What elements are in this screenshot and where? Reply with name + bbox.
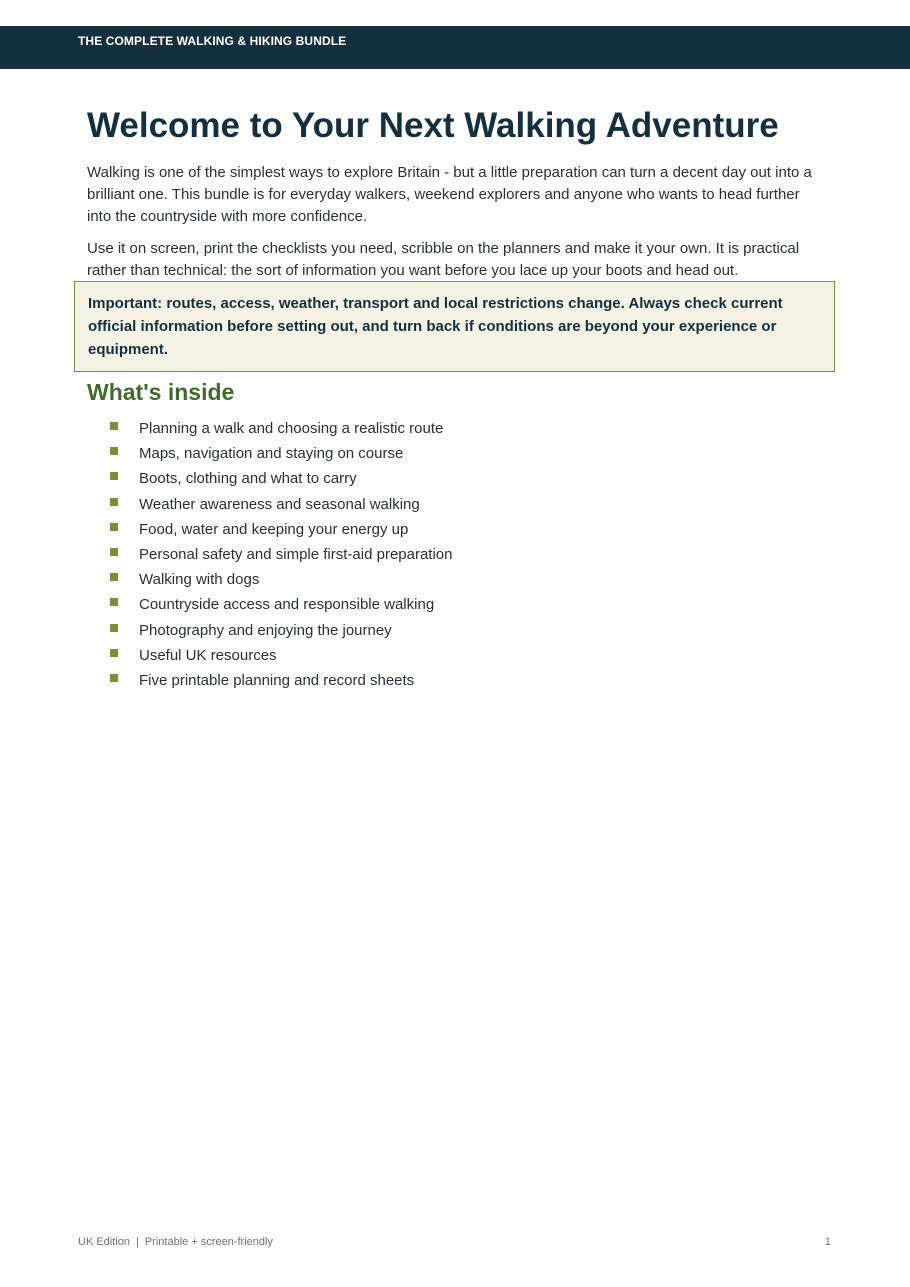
page-title: Welcome to Your Next Walking Adventure	[87, 106, 779, 145]
square-bullet-icon	[110, 422, 118, 430]
footer-info	[78, 1236, 273, 1248]
square-bullet-icon	[110, 472, 118, 480]
square-bullet-icon	[110, 649, 118, 657]
bundle-title: THE COMPLETE WALKING & HIKING BUNDLE	[78, 34, 347, 48]
list-item-text: Useful UK resources	[139, 646, 277, 664]
square-bullet-icon	[110, 523, 118, 531]
list-item-text: Countryside access and responsible walking	[139, 596, 435, 614]
list-item-text: Planning a walk and choosing a realistic route	[139, 420, 444, 437]
list-item-text: Walking with dogs	[139, 571, 260, 589]
square-bullet-icon	[110, 624, 118, 632]
square-bullet-icon	[110, 598, 118, 606]
intro-paragraph: Use it on screen, print the checklists you need, scribble on the planners and make it your own. It is practical rather than technical: the sort of information you want before you lace up your boots and head out.	[87, 240, 800, 279]
footer-separator: |	[135, 1236, 139, 1248]
intro-section	[87, 104, 827, 282]
list-item-text: Weather awareness and seasonal walking	[139, 495, 420, 513]
square-bullet-icon	[110, 447, 118, 455]
list-item-text: Photography and enjoying the journey	[139, 621, 392, 639]
list-item-text: Boots, clothing and what to carry	[139, 470, 357, 488]
intro-paragraph: Walking is one of the simplest ways to explore Britain - but a little preparation can turn a decent day out into a brilliant one. This bundle is for everyday walkers, weekend explorers and anyone who wants to head further into the countryside with more confidence.	[87, 164, 812, 225]
page-number: 1	[824, 1236, 831, 1248]
square-bullet-icon	[110, 573, 118, 581]
footer-format: Printable + screen-friendly	[144, 1236, 273, 1248]
square-bullet-icon	[110, 674, 118, 682]
list-item-text: Personal safety and simple first-aid preparation	[139, 545, 453, 563]
square-bullet-icon	[110, 548, 118, 556]
section-heading: What's inside	[87, 379, 235, 405]
list-item-text: Five printable planning and record sheets	[139, 671, 415, 689]
square-bullet-icon	[110, 498, 118, 506]
footer-edition: UK Edition	[78, 1236, 130, 1248]
list-item-text: Food, water and keeping your energy up	[139, 520, 409, 538]
important-notice: Important: routes, access, weather, transport and local restrictions change. Always check current official information before setting out, and turn back if conditions are beyond your experience or equipment.	[74, 281, 835, 372]
header-bar	[0, 26, 910, 69]
list-item-text: Maps, navigation and staying on course	[139, 445, 404, 463]
